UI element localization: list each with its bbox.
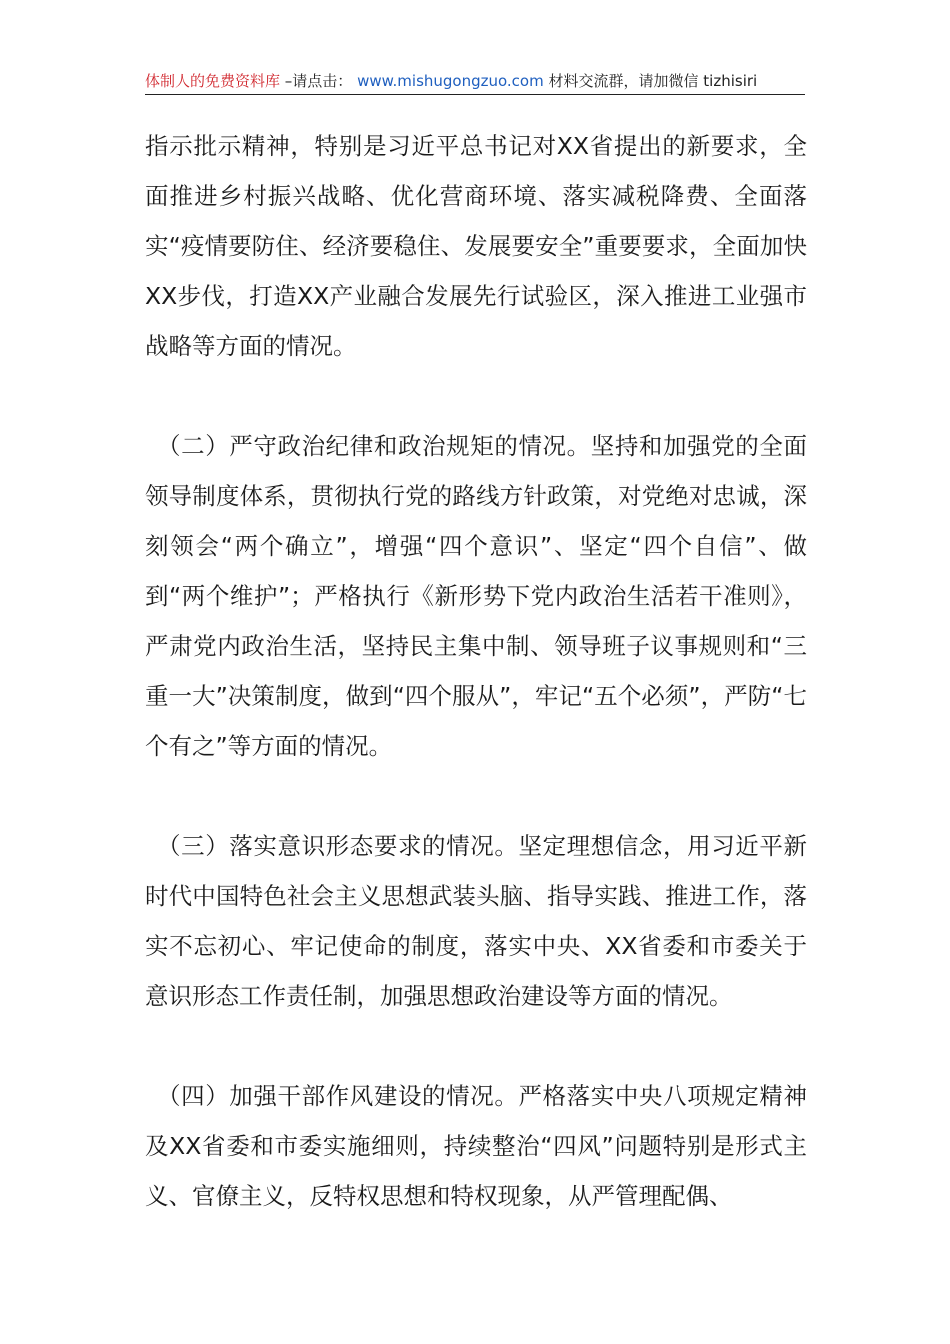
header-prompt: –请点击： [284,72,353,90]
page-header [145,68,805,95]
paragraph-continuation: 指示批示精神，特别是习近平总书记对XX省提出的新要求，全面推进乡村振兴战略、优化营商环境、落实减税降费、全面落实“疫情要防住、经济要稳住、发展要安全”重要要求，全面加快XX步伐，打造XX产业融合发展先行试验区，深入推进工业强市战略等方面的情况。 [145,132,807,360]
paragraph-section-2: （二）严守政治纪律和政治规矩的情况。坚持和加强党的全面领导制度体系，贯彻执行党的路线方针政策，对党绝对忠诚，深刻领会“两个确立”，增强“四个意识”、坚定“四个自信”、做到“两个维护”；严格执行《新形势下党内政治生活若干准则》，严肃党内政治生活，坚持民主集中制、领导班子议事规则和“三重一大”决策制度，做到“四个服从”，牢记“五个必须”，严防“七个有之”等方面的情况。 [145,432,807,760]
paragraph-section-3: （三）落实意识形态要求的情况。坚定理想信念，用习近平新时代中国特色社会主义思想武装头脑、指导实践、推进工作，落实不忘初心、牢记使命的制度，落实中央、XX省委和市委关于意识形态工作责任制，加强思想政治建设等方面的情况。 [145,832,807,1010]
document-body [145,121,807,1221]
header-contact-text: 材料交流群，请加微信 tizhisiri [548,72,758,90]
paragraph-section-4: （四）加强干部作风建设的情况。严格落实中央八项规定精神及XX省委和市委实施细则，持续整治“四风”问题特别是形式主义、官僚主义，反特权思想和特权现象，从严管理配偶、 [145,1082,807,1210]
header-url-link[interactable]: www.mishugongzuo.com [357,72,544,90]
header-brand: 体制人的免费资料库 [145,72,281,90]
